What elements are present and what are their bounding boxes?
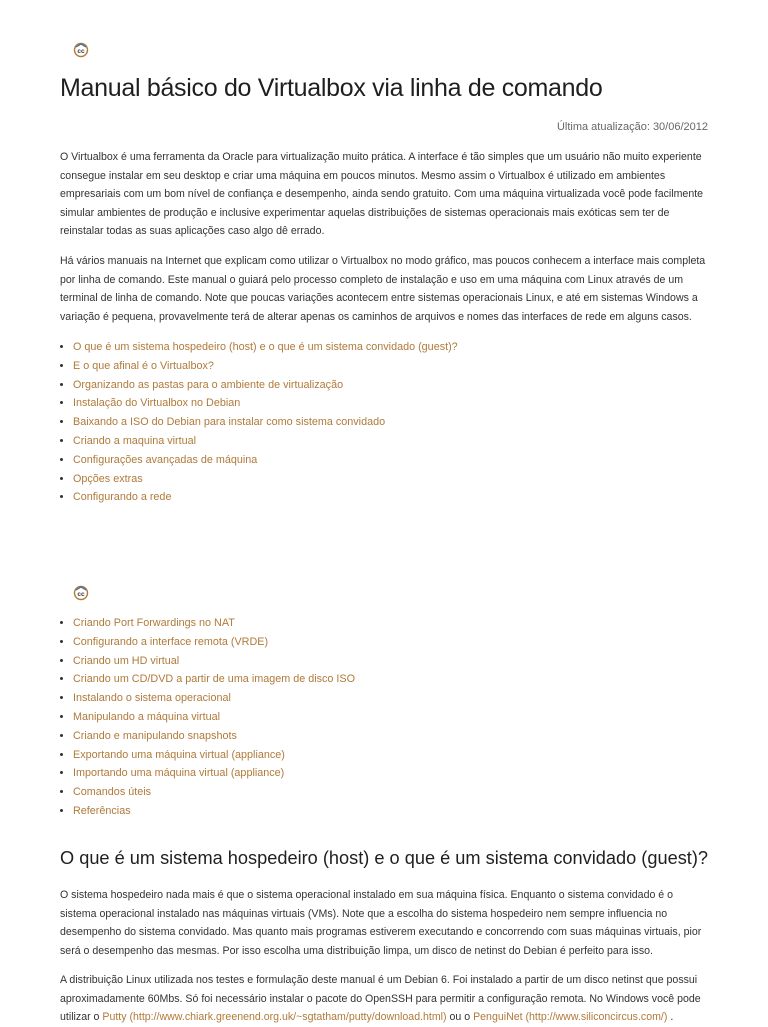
toc-item <box>73 338 458 357</box>
toc-link[interactable]: O que é um sistema hospedeiro (host) e o que é um sistema convidado (guest)? <box>73 341 458 353</box>
paragraph-text: . <box>667 1011 674 1024</box>
toc-link[interactable]: Referências <box>73 804 131 817</box>
section-paragraph-2 <box>60 971 710 1027</box>
toc-item <box>73 451 458 470</box>
last-updated: Última atualização: 30/06/2012 <box>556 121 708 133</box>
toc-link[interactable]: Importando uma máquina virtual (appliance) <box>73 767 285 780</box>
table-of-contents-2 <box>60 614 355 821</box>
svg-text:cc: cc <box>77 591 85 598</box>
cc-logo-icon <box>73 585 89 601</box>
toc-item <box>73 394 458 413</box>
toc-link[interactable]: Criando Port Forwardings no NAT <box>73 617 235 629</box>
toc-item <box>73 357 458 376</box>
toc-link[interactable]: Configurações avançadas de máquina <box>73 453 258 466</box>
toc-item <box>73 432 458 451</box>
cc-logo-icon <box>73 42 89 58</box>
toc-link[interactable]: Instalando o sistema operacional <box>73 692 231 705</box>
toc-item <box>73 802 355 821</box>
penguinet-link[interactable]: PenguiNet (http://www.siliconcircus.com/) <box>473 1011 668 1024</box>
toc-link[interactable]: Baixando a ISO do Debian para instalar como sistema convidado <box>73 416 386 429</box>
toc-link[interactable]: Comandos úteis <box>73 786 152 799</box>
svg-text:cc: cc <box>77 48 85 55</box>
toc-link[interactable]: Instalação do Virtualbox no Debian <box>73 397 241 410</box>
toc-link[interactable]: Opções extras <box>73 472 143 485</box>
toc-link[interactable]: Criando e manipulando snapshots <box>73 729 237 742</box>
paragraph-text: ou o <box>446 1011 474 1024</box>
toc-link[interactable]: E o que afinal é o Virtualbox? <box>73 359 214 372</box>
putty-link[interactable]: Putty (http://www.chiark.greenend.org.uk/~sgtatham/putty/download.html) <box>102 1011 447 1024</box>
toc-item <box>73 708 355 727</box>
toc-item <box>73 727 355 746</box>
toc-item <box>73 764 355 783</box>
toc-link[interactable]: Organizando as pastas para o ambiente de virtualização <box>73 378 344 391</box>
toc-link[interactable]: Criando a maquina virtual <box>73 434 197 447</box>
toc-item <box>73 633 355 652</box>
table-of-contents-1 <box>60 338 458 507</box>
toc-link[interactable]: Configurando a rede <box>73 491 172 504</box>
toc-link[interactable]: Manipulando a máquina virtual <box>73 710 221 723</box>
toc-item <box>73 783 355 802</box>
toc-item <box>73 746 355 765</box>
toc-item <box>73 376 458 395</box>
toc-item <box>73 670 355 689</box>
toc-item <box>73 652 355 671</box>
toc-link[interactable]: Criando um HD virtual <box>73 654 180 667</box>
intro-paragraph-2: Há vários manuais na Internet que explicam como utilizar o Virtualbox no modo gráfico, mas poucos conhecem a interface mais completa por linha de comando. Este manual o guiará pelo processo completo de instalação e uso em uma máquina com Linux através de um terminal de linha de comando. Note que poucas variações acontecem entre sistemas operacionais Linux, e até em sistemas Windows a variação é pequena, provavelmente terá de alterar apenas os caminhos de arquivos e nomes das interfaces de rede em alguns casos. <box>60 255 706 323</box>
toc-link[interactable]: Exportando uma máquina virtual (appliance) <box>73 748 285 761</box>
paragraph-text: A distribuição Linux utilizada nos testes e formulação deste manual é um Debian 6. Foi instalado a partir de um disco netinst que possui aproximadamente 60Mbs. Só foi necessário instalar o pacote do OpenSSH para permitir a configuração remota. No Windows você pode utilizar o <box>60 974 701 1024</box>
toc-item <box>73 614 355 633</box>
toc-item <box>73 689 355 708</box>
intro-paragraph-1: O Virtualbox é uma ferramenta da Oracle para virtualização muito prática. A interface é tão simples que um usuário não muito experiente consegue instalar em seu desktop e criar uma máquina em poucos minutos. Mesmo assim o Virtualbox é utilizado em ambientes empresariais com um bom nível de confiança e desempenho, ainda sendo gratuito. Com uma máquina virtualizada você pode facilmente simular ambientes de produção e inclusive experimentar aquelas distribuições de sistemas operacionais mais exóticas sem ter de reinstalar todas as suas aplicações caso algo dê errado. <box>60 151 704 238</box>
section-heading: O que é um sistema hospedeiro (host) e o que é um sistema convidado (guest)? <box>60 848 709 868</box>
toc-link[interactable]: Criando um CD/DVD a partir de uma imagem de disco ISO <box>73 673 356 686</box>
section-paragraph-1: O sistema hospedeiro nada mais é que o sistema operacional instalado em sua máquina física. Enquanto o sistema convidado é o sistema operacional instalado nas máquinas virtuais (VMs). Note que a escolha do sistema hospedeiro nem sempre influencia no desempenho do sistema convidado. Mas quanto mais programas estiverem executando e concorrendo com suas máquinas virtuais, pior será o desempenho das mesmas. Por isso escolha uma distribuição limpa, um disco de netinst do Debian é perfeito para isso. <box>60 889 702 957</box>
toc-item <box>73 488 458 507</box>
page-title: Manual básico do Virtualbox via linha de comando <box>60 74 603 102</box>
toc-item <box>73 413 458 432</box>
toc-item <box>73 470 458 489</box>
toc-link[interactable]: Configurando a interface remota (VRDE) <box>73 635 269 648</box>
